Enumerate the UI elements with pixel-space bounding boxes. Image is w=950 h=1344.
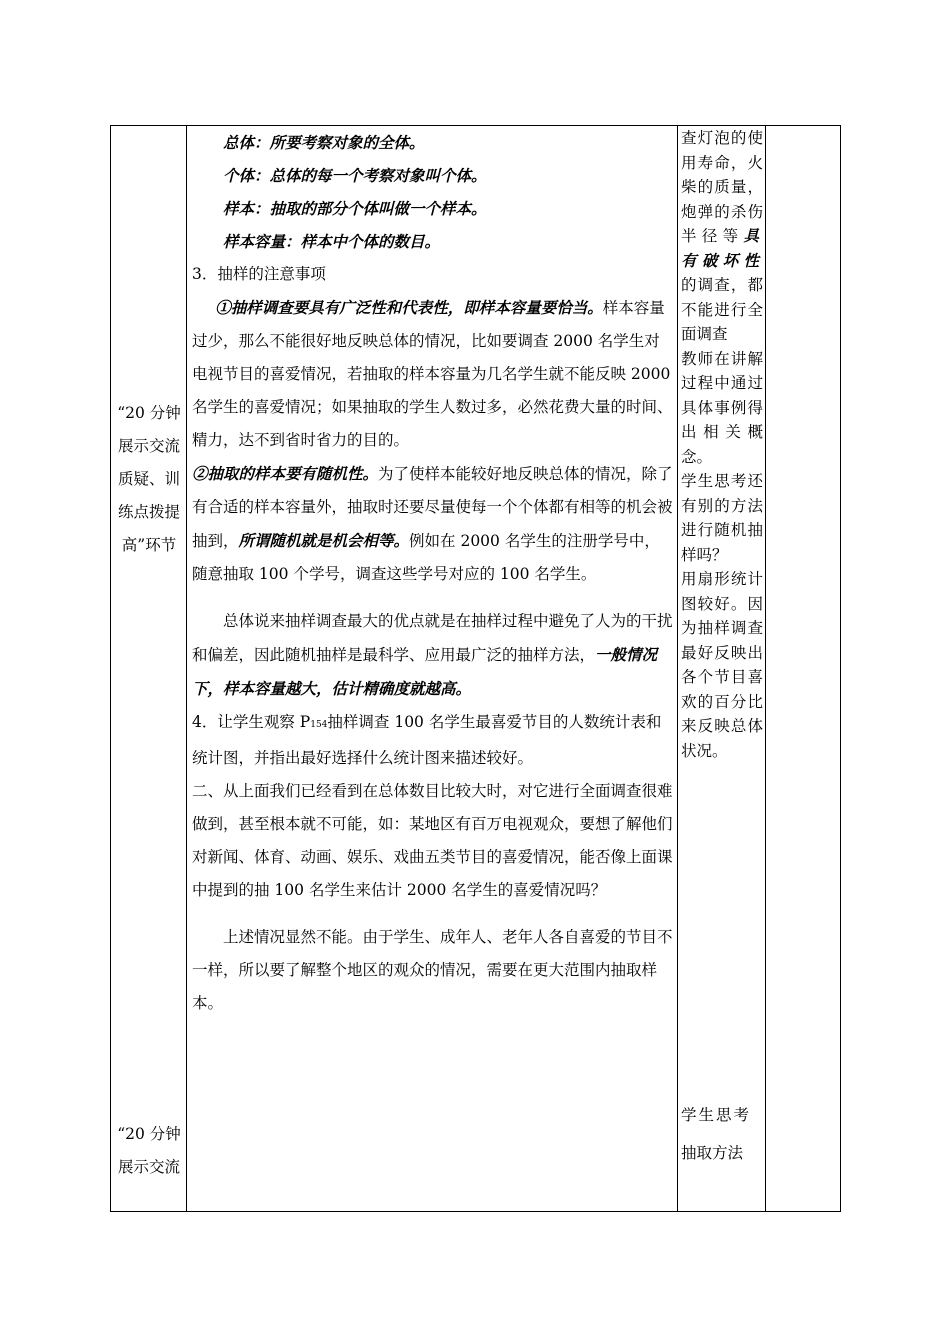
definition-sample-size: 样本容量：样本中个体的数目。	[223, 232, 441, 251]
stage-label-line: 展示交流	[117, 437, 180, 455]
point-1-text: 样本容量过少，那么不能很好地反映总体的情况，比如要调查 2000 名学生对电视节目的喜爱情况，若抽取的样本容量为几名学生就不能反映 2000 名学生的喜爱情况；如果抽取的学生人数过多，必然花费大量的时间、精力，达不到省时省力的目的。	[192, 299, 673, 449]
note-5-line-2: 抽取方法	[681, 1144, 744, 1162]
content-cell	[187, 126, 678, 1212]
part-2: 二、从上面我们已经看到在总体数目比较大时，对它进行全面调查很难做到，甚至根本就不可能，如：某地区有百万电视观众，要想了解他们对新闻、体育、动画、娱乐、戏曲五类节目的喜爱情况，能否像上面课中提到的抽 100 名学生来估计 2000 名学生的喜爱情况吗？	[192, 782, 673, 899]
stage-label-line: 质疑、训	[117, 470, 180, 488]
table-row	[111, 126, 841, 1212]
point-2-key: ②抽取的样本要有随机性。	[192, 464, 379, 483]
point-2-text-a: 为了使样本能较好地反映总体的情况，除了有合适的样本容量外，抽取时还要尽量使每一个个体都有相等的机会被抽到，	[192, 465, 673, 550]
point-1	[192, 291, 673, 457]
definition-individual: 个体：总体的每一个考察对象叫个体。	[223, 166, 487, 185]
stage-label-line: “20 分钟	[117, 1125, 181, 1143]
definition-population: 总体：所要考察对象的全体。	[223, 133, 425, 152]
item-4-text-b: 抽样调查 100 名学生最喜爱节目的人数统计表和统计图，并指出最好选择什么统计图来描述较好。	[192, 713, 662, 767]
note-1-text-a: 查灯泡的使用寿命，火柴的质量，炮弹的杀伤半径等	[681, 129, 763, 245]
stage-label-2	[113, 1118, 185, 1184]
note-5-line-1: 学生思考	[681, 1106, 752, 1124]
stage-label-line: 练点拨提	[117, 503, 180, 521]
summary	[192, 605, 673, 706]
point-2-text-c: 例如在 2000 名学生的注册学号中，随意抽取 100 个学号，调查这些学号对应的 100 名学生。	[192, 532, 660, 583]
point-1-key: ①抽样调查要具有广泛性和代表性，即样本容量要恰当。	[215, 298, 603, 317]
point-2-key-b: 所谓随机就是机会相等。	[238, 531, 410, 550]
stage-cell	[111, 126, 187, 1212]
note-3: 学生思考还有别的方法进行随机抽样吗？	[681, 472, 763, 564]
empty-cell	[766, 126, 841, 1212]
point-2	[192, 457, 673, 591]
note-2: 教师在讲解过程中通过具体事例得出相关概念。	[681, 349, 763, 466]
summary-text: 总体说来抽样调查最大的优点就是在抽样过程中避免了人为的干扰和偏差，因此随机抽样是最科学、应用最广泛的抽样方法，	[192, 612, 673, 664]
notes	[678, 126, 765, 763]
definition-sample: 样本：抽取的部分个体叫做一个样本。	[223, 199, 487, 218]
stage-label-1	[113, 397, 185, 562]
note-1-text-b: 的调查，都不能进行全面调查	[681, 276, 763, 343]
heading-3: 3．抽样的注意事项	[192, 265, 326, 283]
item-4-text-a: 4．让学生观察 P	[192, 713, 311, 731]
note-5	[681, 1096, 765, 1172]
page-ref: 154	[310, 720, 328, 730]
item-4	[192, 706, 673, 775]
stage-label-line: 高”环节	[121, 536, 177, 554]
part-2-answer: 上述情况显然不能。由于学生、成年人、老年人各自喜爱的节目不一样，所以要了解整个地区的观众的情况，需要在更大范围内抽取样本。	[192, 928, 673, 1012]
stage-label-line: 展示交流	[117, 1158, 180, 1176]
note-4: 用扇形统计图较好。因为抽样调查最好反映出各个节目喜欢的百分比来反映总体状况。	[681, 570, 763, 760]
lesson-table	[110, 125, 841, 1212]
stage-label-line: “20 分钟	[117, 404, 181, 422]
note-1	[681, 126, 763, 347]
notes-cell	[678, 126, 766, 1212]
main-content	[187, 126, 677, 1020]
note-1-key: 具有破坏性	[681, 226, 763, 270]
summary-key: 一般情况下，样本容量越大，估计精确度就越高。	[192, 645, 658, 698]
